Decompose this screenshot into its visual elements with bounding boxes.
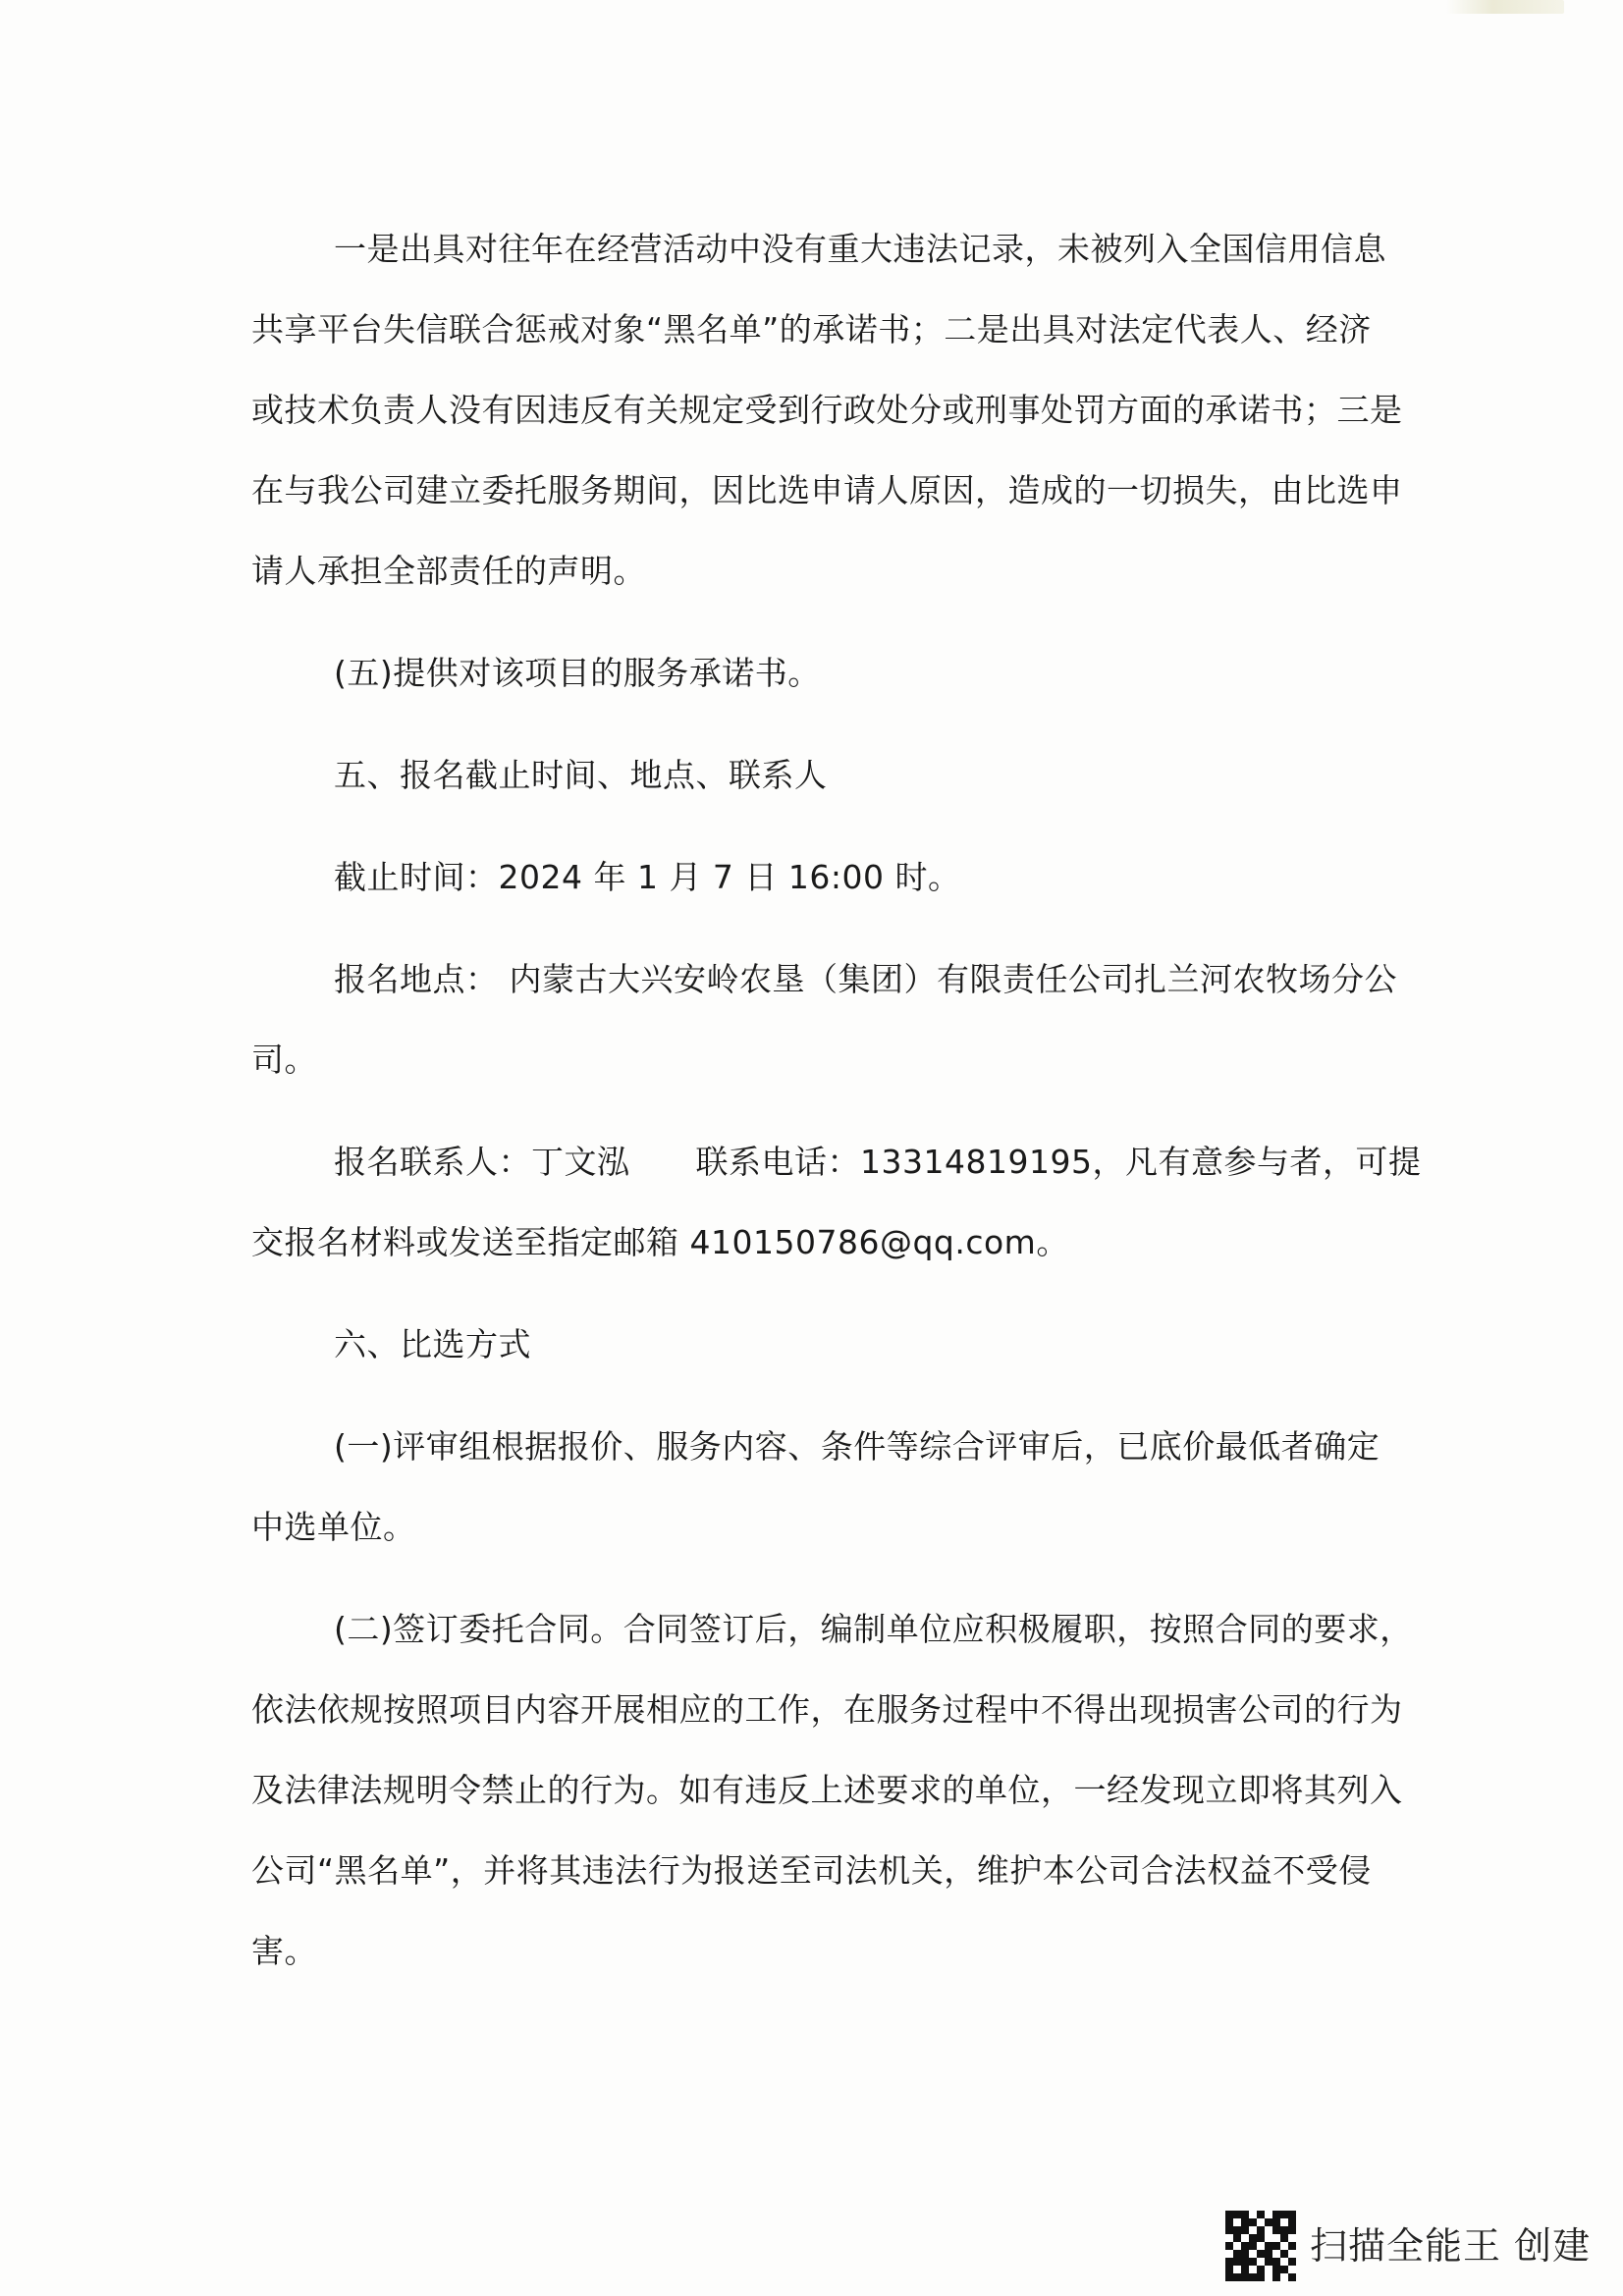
paragraph-line: 公司“黑名单”，并将其违法行为报送至司法机关，维护本公司合法权益不受侵: [251, 1851, 1372, 1890]
paragraph-line: 请人承担全部责任的声明。: [251, 552, 646, 590]
paragraph-line: 依法依规按照项目内容开展相应的工作，在服务过程中不得出现损害公司的行为: [251, 1690, 1403, 1729]
scanner-watermark-label: 扫描全能王 创建: [1310, 2224, 1592, 2268]
paragraph-line: 害。: [251, 1932, 317, 1970]
paragraph-line: (五)提供对该项目的服务承诺书。: [334, 654, 821, 692]
scanner-watermark: [1225, 2209, 1591, 2283]
deadline-line: 截止时间：2024 年 1 月 7 日 16:00 时。: [334, 858, 961, 896]
paragraph-line: 共享平台失信联合惩戒对象“黑名单”的承诺书；二是出具对法定代表人、经济: [251, 310, 1372, 348]
paragraph-line: (一)评审组根据报价、服务内容、条件等综合评审后，已底价最低者确定: [334, 1427, 1380, 1466]
contact-line: 交报名材料或发送至指定邮箱 410150786@qq.com。: [251, 1223, 1069, 1261]
qr-code-icon: [1225, 2211, 1296, 2281]
location-line: 报名地点： 内蒙古大兴安岭农垦（集团）有限责任公司扎兰河农牧场分公: [334, 960, 1397, 998]
paragraph-line: 一是出具对往年在经营活动中没有重大违法记录，未被列入全国信用信息: [334, 230, 1386, 268]
contact-line: 报名联系人：丁文泓 联系电话：13314819195，凡有意参与者，可提: [334, 1143, 1422, 1181]
location-line: 司。: [251, 1041, 317, 1079]
section-heading: 五、报名截止时间、地点、联系人: [334, 756, 828, 794]
paragraph-line: (二)签订委托合同。合同签订后，编制单位应积极履职，按照合同的要求，: [334, 1610, 1413, 1648]
paragraph-line: 或技术负责人没有因违反有关规定受到行政处分或刑事处罚方面的承诺书；三是: [251, 391, 1403, 429]
paragraph-line: 中选单位。: [251, 1508, 416, 1546]
section-heading: 六、比选方式: [334, 1325, 531, 1363]
paragraph-line: 在与我公司建立委托服务期间，因比选申请人原因，造成的一切损失，由比选申: [251, 471, 1403, 509]
scan-artifact: [1446, 0, 1564, 14]
paragraph-line: 及法律法规明令禁止的行为。如有违反上述要求的单位，一经发现立即将其列入: [251, 1771, 1403, 1809]
